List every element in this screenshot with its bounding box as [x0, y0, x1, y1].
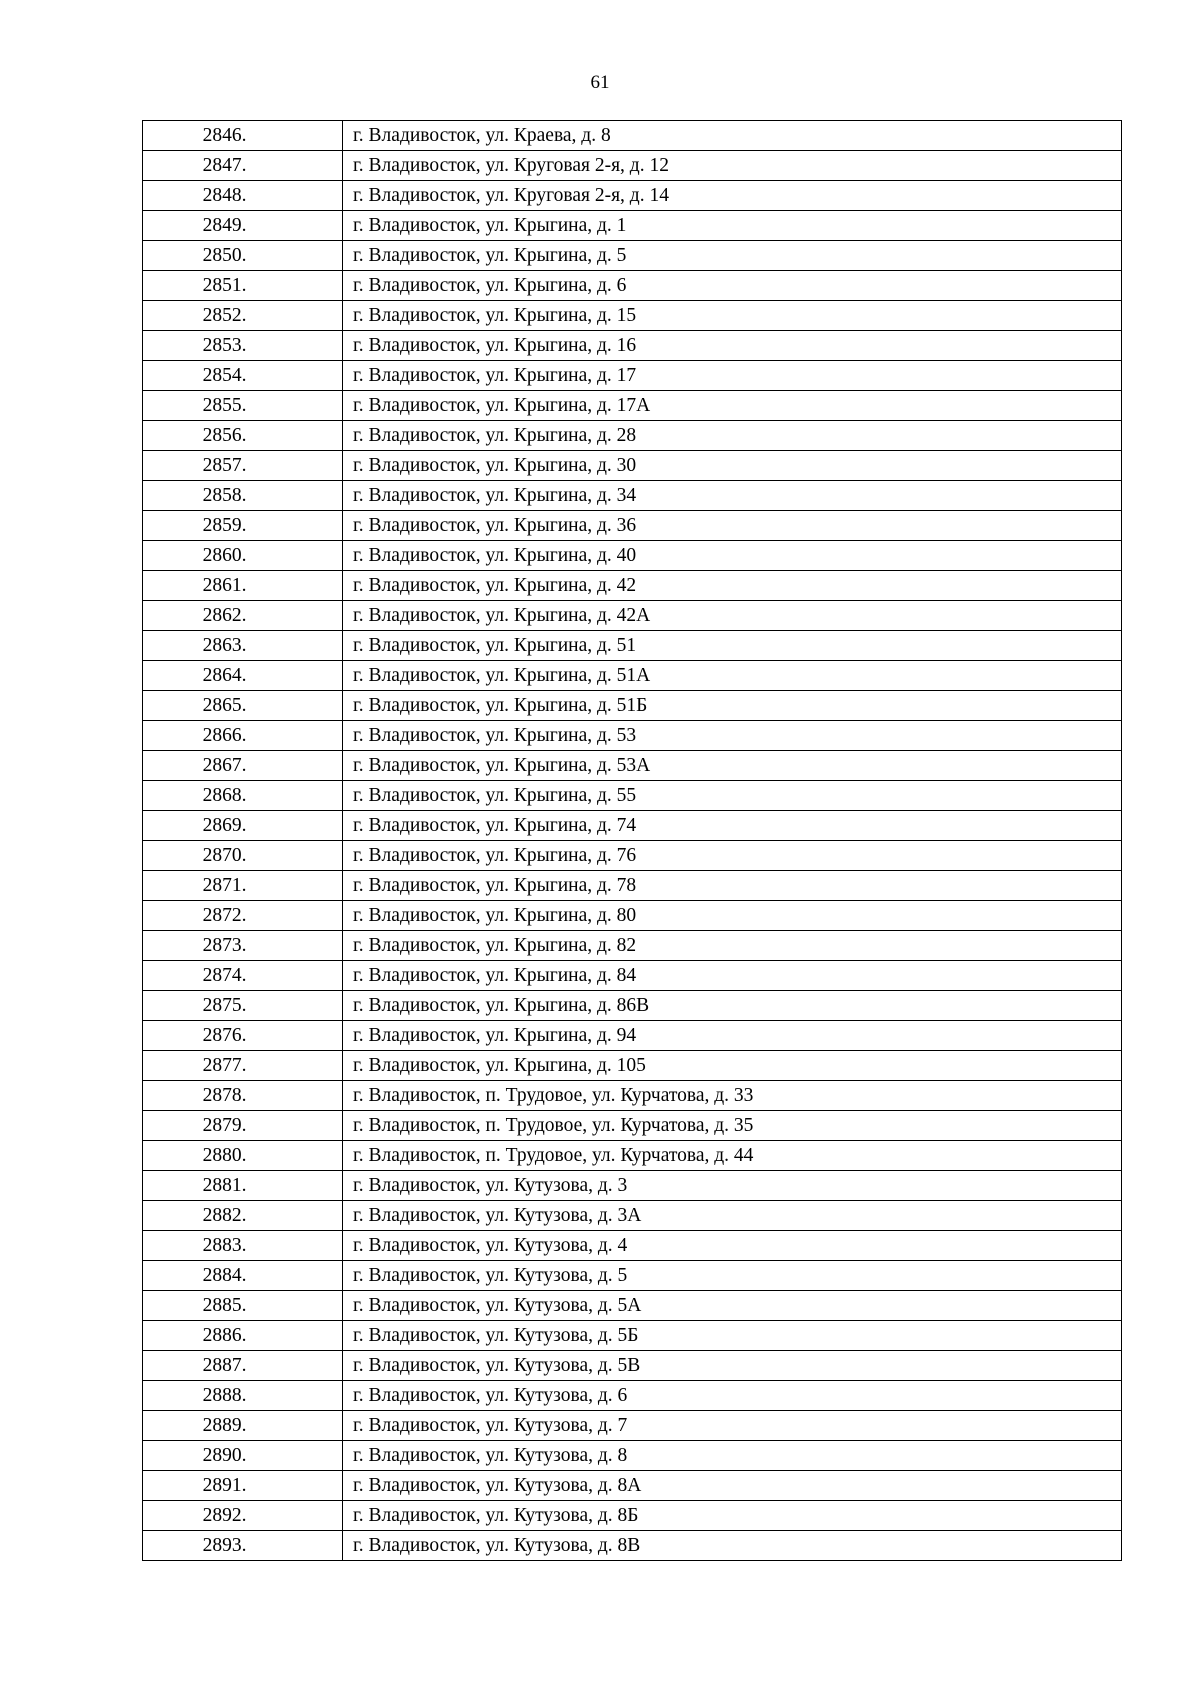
table-row [143, 661, 1122, 691]
row-number-cell: 2888. [143, 1381, 343, 1411]
table-row [143, 211, 1122, 241]
address-cell: г. Владивосток, ул. Кутузова, д. 8 [343, 1441, 1122, 1471]
row-number-cell: 2871. [143, 871, 343, 901]
row-number-cell: 2860. [143, 541, 343, 571]
table-row [143, 841, 1122, 871]
address-cell: г. Владивосток, ул. Крыгина, д. 76 [343, 841, 1122, 871]
row-number-cell: 2869. [143, 811, 343, 841]
row-number-cell: 2851. [143, 271, 343, 301]
address-cell: г. Владивосток, ул. Крыгина, д. 94 [343, 1021, 1122, 1051]
address-cell: г. Владивосток, ул. Краева, д. 8 [343, 121, 1122, 151]
table-row [143, 1081, 1122, 1111]
table-row [143, 1321, 1122, 1351]
row-number-cell: 2859. [143, 511, 343, 541]
row-number-cell: 2862. [143, 601, 343, 631]
table-row [143, 421, 1122, 451]
table-row [143, 121, 1122, 151]
table-row [143, 811, 1122, 841]
address-cell: г. Владивосток, ул. Кутузова, д. 5Б [343, 1321, 1122, 1351]
table-row [143, 541, 1122, 571]
table-row [143, 481, 1122, 511]
address-cell: г. Владивосток, ул. Крыгина, д. 34 [343, 481, 1122, 511]
address-cell: г. Владивосток, ул. Крыгина, д. 53А [343, 751, 1122, 781]
table-row [143, 931, 1122, 961]
table-row [143, 751, 1122, 781]
table-row [143, 1291, 1122, 1321]
address-cell: г. Владивосток, ул. Крыгина, д. 51А [343, 661, 1122, 691]
row-number-cell: 2873. [143, 931, 343, 961]
row-number-cell: 2849. [143, 211, 343, 241]
row-number-cell: 2882. [143, 1201, 343, 1231]
table-row [143, 301, 1122, 331]
address-cell: г. Владивосток, ул. Кутузова, д. 5 [343, 1261, 1122, 1291]
table-row [143, 631, 1122, 661]
row-number-cell: 2885. [143, 1291, 343, 1321]
table-row [143, 1111, 1122, 1141]
address-cell: г. Владивосток, ул. Кутузова, д. 7 [343, 1411, 1122, 1441]
row-number-cell: 2865. [143, 691, 343, 721]
table-row [143, 1021, 1122, 1051]
row-number-cell: 2856. [143, 421, 343, 451]
address-cell: г. Владивосток, ул. Крыгина, д. 86В [343, 991, 1122, 1021]
address-cell: г. Владивосток, ул. Крыгина, д. 55 [343, 781, 1122, 811]
table-row [143, 181, 1122, 211]
address-cell: г. Владивосток, ул. Кутузова, д. 5А [343, 1291, 1122, 1321]
row-number-cell: 2848. [143, 181, 343, 211]
table-row [143, 511, 1122, 541]
address-cell: г. Владивосток, п. Трудовое, ул. Курчатова, д. 44 [343, 1141, 1122, 1171]
address-cell: г. Владивосток, ул. Крыгина, д. 5 [343, 241, 1122, 271]
row-number-cell: 2867. [143, 751, 343, 781]
table-row [143, 241, 1122, 271]
table-row [143, 1381, 1122, 1411]
row-number-cell: 2854. [143, 361, 343, 391]
address-cell: г. Владивосток, ул. Крыгина, д. 105 [343, 1051, 1122, 1081]
table-row [143, 151, 1122, 181]
row-number-cell: 2875. [143, 991, 343, 1021]
row-number-cell: 2889. [143, 1411, 343, 1441]
table-row [143, 1051, 1122, 1081]
row-number-cell: 2858. [143, 481, 343, 511]
address-cell: г. Владивосток, ул. Крыгина, д. 53 [343, 721, 1122, 751]
address-cell: г. Владивосток, ул. Крыгина, д. 51Б [343, 691, 1122, 721]
row-number-cell: 2850. [143, 241, 343, 271]
row-number-cell: 2864. [143, 661, 343, 691]
row-number-cell: 2857. [143, 451, 343, 481]
address-cell: г. Владивосток, ул. Крыгина, д. 74 [343, 811, 1122, 841]
table-row [143, 871, 1122, 901]
address-table [142, 120, 1122, 1561]
row-number-cell: 2863. [143, 631, 343, 661]
address-cell: г. Владивосток, ул. Кутузова, д. 3 [343, 1171, 1122, 1201]
table-row [143, 781, 1122, 811]
address-cell: г. Владивосток, ул. Крыгина, д. 28 [343, 421, 1122, 451]
address-cell: г. Владивосток, ул. Крыгина, д. 42А [343, 601, 1122, 631]
row-number-cell: 2876. [143, 1021, 343, 1051]
table-row [143, 1351, 1122, 1381]
table-row [143, 721, 1122, 751]
row-number-cell: 2852. [143, 301, 343, 331]
address-cell: г. Владивосток, п. Трудовое, ул. Курчатова, д. 35 [343, 1111, 1122, 1141]
table-row [143, 1441, 1122, 1471]
address-cell: г. Владивосток, ул. Крыгина, д. 84 [343, 961, 1122, 991]
row-number-cell: 2887. [143, 1351, 343, 1381]
address-cell: г. Владивосток, п. Трудовое, ул. Курчатова, д. 33 [343, 1081, 1122, 1111]
row-number-cell: 2847. [143, 151, 343, 181]
address-cell: г. Владивосток, ул. Крыгина, д. 1 [343, 211, 1122, 241]
row-number-cell: 2890. [143, 1441, 343, 1471]
row-number-cell: 2880. [143, 1141, 343, 1171]
address-cell: г. Владивосток, ул. Кутузова, д. 8В [343, 1531, 1122, 1561]
row-number-cell: 2881. [143, 1171, 343, 1201]
address-cell: г. Владивосток, ул. Крыгина, д. 80 [343, 901, 1122, 931]
table-row [143, 1261, 1122, 1291]
address-cell: г. Владивосток, ул. Крыгина, д. 78 [343, 871, 1122, 901]
address-cell: г. Владивосток, ул. Кутузова, д. 8Б [343, 1501, 1122, 1531]
row-number-cell: 2870. [143, 841, 343, 871]
table-row [143, 571, 1122, 601]
table-row [143, 1471, 1122, 1501]
address-cell: г. Владивосток, ул. Крыгина, д. 15 [343, 301, 1122, 331]
address-cell: г. Владивосток, ул. Крыгина, д. 30 [343, 451, 1122, 481]
row-number-cell: 2866. [143, 721, 343, 751]
row-number-cell: 2892. [143, 1501, 343, 1531]
table-row [143, 901, 1122, 931]
table-row [143, 391, 1122, 421]
table-row [143, 1141, 1122, 1171]
address-cell: г. Владивосток, ул. Кутузова, д. 3А [343, 1201, 1122, 1231]
address-cell: г. Владивосток, ул. Крыгина, д. 36 [343, 511, 1122, 541]
address-cell: г. Владивосток, ул. Крыгина, д. 82 [343, 931, 1122, 961]
table-row [143, 271, 1122, 301]
address-cell: г. Владивосток, ул. Круговая 2-я, д. 14 [343, 181, 1122, 211]
table-row [143, 601, 1122, 631]
row-number-cell: 2877. [143, 1051, 343, 1081]
table-row [143, 1531, 1122, 1561]
address-cell: г. Владивосток, ул. Крыгина, д. 17А [343, 391, 1122, 421]
row-number-cell: 2883. [143, 1231, 343, 1261]
address-cell: г. Владивосток, ул. Кутузова, д. 4 [343, 1231, 1122, 1261]
address-cell: г. Владивосток, ул. Крыгина, д. 17 [343, 361, 1122, 391]
row-number-cell: 2879. [143, 1111, 343, 1141]
row-number-cell: 2874. [143, 961, 343, 991]
row-number-cell: 2891. [143, 1471, 343, 1501]
address-cell: г. Владивосток, ул. Крыгина, д. 42 [343, 571, 1122, 601]
row-number-cell: 2855. [143, 391, 343, 421]
row-number-cell: 2893. [143, 1531, 343, 1561]
table-row [143, 991, 1122, 1021]
address-cell: г. Владивосток, ул. Крыгина, д. 40 [343, 541, 1122, 571]
table-row [143, 361, 1122, 391]
row-number-cell: 2853. [143, 331, 343, 361]
address-cell: г. Владивосток, ул. Крыгина, д. 51 [343, 631, 1122, 661]
address-cell: г. Владивосток, ул. Крыгина, д. 16 [343, 331, 1122, 361]
row-number-cell: 2861. [143, 571, 343, 601]
address-cell: г. Владивосток, ул. Кутузова, д. 8А [343, 1471, 1122, 1501]
table-row [143, 691, 1122, 721]
page-number: 61 [590, 72, 610, 93]
address-cell: г. Владивосток, ул. Круговая 2-я, д. 12 [343, 151, 1122, 181]
table-row [143, 451, 1122, 481]
table-row [143, 1171, 1122, 1201]
table-row [143, 961, 1122, 991]
table-row [143, 1501, 1122, 1531]
table-row [143, 1201, 1122, 1231]
row-number-cell: 2886. [143, 1321, 343, 1351]
row-number-cell: 2868. [143, 781, 343, 811]
table-row [143, 331, 1122, 361]
row-number-cell: 2878. [143, 1081, 343, 1111]
address-cell: г. Владивосток, ул. Кутузова, д. 5В [343, 1351, 1122, 1381]
row-number-cell: 2846. [143, 121, 343, 151]
table-row [143, 1411, 1122, 1441]
address-table-body [143, 121, 1122, 1561]
row-number-cell: 2884. [143, 1261, 343, 1291]
row-number-cell: 2872. [143, 901, 343, 931]
address-cell: г. Владивосток, ул. Крыгина, д. 6 [343, 271, 1122, 301]
table-row [143, 1231, 1122, 1261]
address-cell: г. Владивосток, ул. Кутузова, д. 6 [343, 1381, 1122, 1411]
